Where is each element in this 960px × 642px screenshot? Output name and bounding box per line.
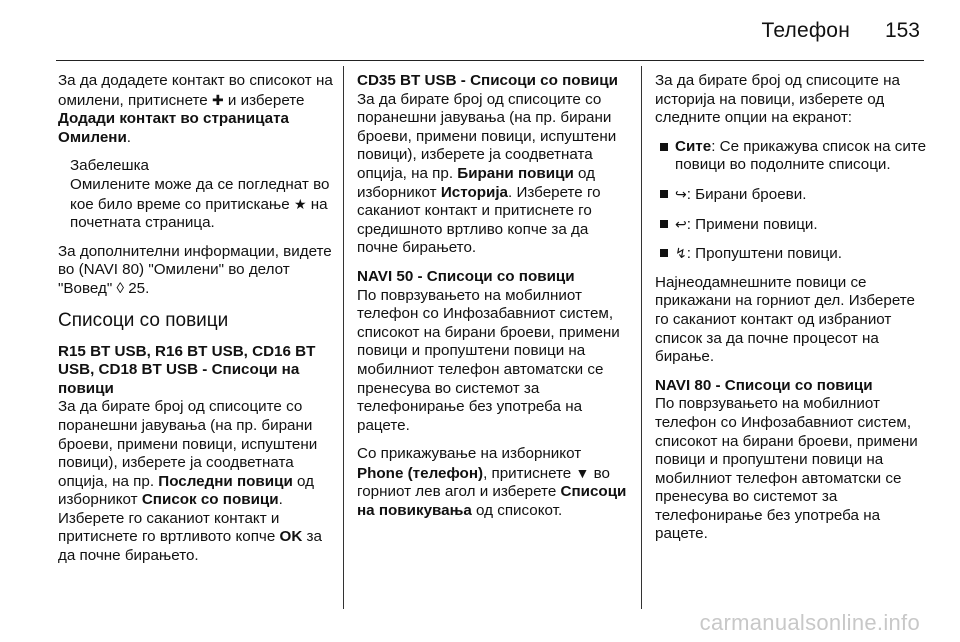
list-item-received: ↩: Примени повици. [655,215,929,235]
list-item-dialed: ↪: Бирани броеви. [655,185,929,205]
page-header [0,0,960,62]
star-icon: ★ [293,195,307,212]
paragraph-more-info: За дополнителни информации, видете во (NAVI 80) "Омилени" во делот "Вовед" ◊ 25. [58,242,332,297]
reference-icon: ◊ [116,279,124,297]
paragraph-navi50-sync: По поврзувањето на мобилниот телефон со Инфозабавниот систем, списокот на бирани броеви, примени повици и пропуштени повици на мобилниот телефон автоматски се пренесува во системот за телефонирање без употреба на рацете. [357,286,620,434]
bullet-square-icon [660,143,668,151]
list-item-all-calls: Сите: Се прикажува список на сите повици во подолните списоци. [655,138,929,175]
subheading-navi80-call-lists: NAVI 80 - Списоци со повици [655,376,873,394]
incoming-call-icon: ↩ [675,215,687,232]
paragraph-navi50-instructions: Со прикажување на изборникот Phone (телефон), притиснете ▼ во горниот лев агол и изберете Списоци на повикувања од списокот. [357,445,627,520]
paragraph-recent-calls: Најнеодамнешните повици се прикажани на горниот дел. Изберете го саканиот контакт од избраниот список за да почне процесот на бирање. [655,273,915,366]
paragraph-cd35-instructions: За да бирате број од списоците со поранешни јавувања (на пр. бирани броеви, примени повици, испуштени повици), изберете ја соодветната опција, на пр. Бирани повици од изборникот Историја. Изберете го саканиот контакт и притиснете го средишното вртливо копче за да почне бирањето. [357,90,617,257]
triangle-down-icon: ▼ [575,464,590,481]
outgoing-call-icon: ↪ [675,185,687,202]
missed-call-icon: ↯ [675,245,687,262]
paragraph-r15-instructions: За да бирате број од списоците со поранешни јавувања (на пр. бирани броеви, примени повици, испуштени повици), изберете ја соодветната опција, на пр. Последни повици од изборникот Список со повици. Изберете го саканиот контакт и притиснете го вртливото копче OK за да почне бирањето. [58,398,322,565]
subheading-cd35-call-lists: CD35 BT USB - Списоци со повици [357,72,618,89]
plus-icon: ✚ [211,91,224,108]
page-title: Телефон [761,19,850,42]
list-item-missed: ↯: Пропуштени повици. [655,244,929,264]
column-divider-2 [641,66,642,609]
bullet-square-icon [660,220,668,228]
column-divider-1 [343,66,344,609]
page-number: 153 [884,19,920,42]
header-divider [56,60,924,61]
note-block: Забелешка Омилените може да се погледнат во кое било време со притискање ★ на почетната страница. [70,157,334,232]
section-heading-call-lists: Списоци со повици [58,309,229,331]
paragraph-navi80-sync: По поврзувањето на мобилниот телефон со Инфозабавниот систем, списокот на бирани броеви, примени повици и пропуштени повици на мобилниот телефон автоматски се пренесува во системот за телефонирање без употреба на рацете. [655,395,918,543]
column-1 [58,72,334,576]
paragraph-history-options: За да бирате број од списоците на историја на повици, изберете од следните опции на екранот: [655,72,900,127]
column-3 [655,72,929,554]
note-title: Забелешка [70,157,150,175]
bullet-square-icon [660,249,668,257]
bullet-square-icon [660,190,668,198]
watermark: carmanualsonline.info [699,610,920,635]
paragraph-add-favorite: За да додадете контакт во списокот на омилени, притиснете ✚ и изберете Додади контакт во страницата Омилени. [58,72,333,146]
column-2 [357,72,629,531]
subheading-r15-call-lists: R15 BT USB, R16 BT USB, CD16 BT USB, CD18 BT USB - Списоци на повици [58,342,316,397]
subheading-navi50-call-lists: NAVI 50 - Списоци со повици [357,267,575,285]
